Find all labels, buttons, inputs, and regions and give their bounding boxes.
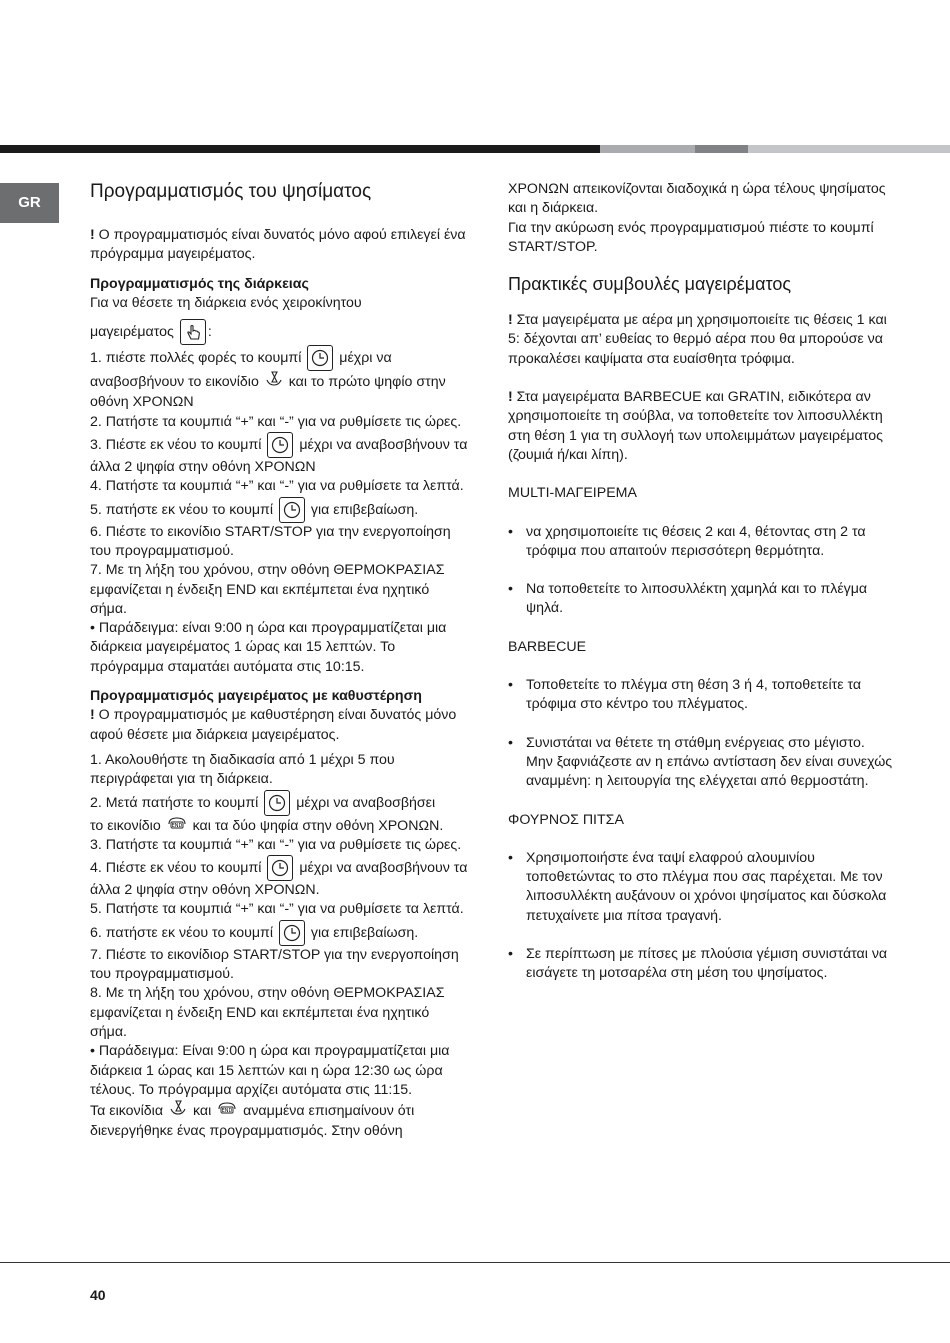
hourglass-icon (169, 1100, 187, 1122)
end-icon (167, 816, 187, 836)
duration-step1-cont: αναβοσβήνουν το εικονίδιο και το πρώτο ψηφίο στην οθόνη ΧΡΟΝΩΝ (90, 371, 470, 413)
tips-title: Πρακτικές συμβουλές μαγειρέματος (508, 274, 792, 295)
footer-rule (0, 1262, 950, 1263)
list-item: • Χρησιμοποιήστε ένα ταψί ελαφρού αλουμινίου τοποθετώντας το στο πλέγμα που σας παρέχεται. Με τον λιποσυλλέκτη αυξάνουν οι χρόνοι ψησίματος και δύσκολα πετυχαίνετε μια πίτσα τραγανή. (508, 849, 893, 926)
clock-button-icon (264, 790, 290, 816)
hourglass-icon (265, 371, 283, 393)
duration-lead2: μαγειρέματος : (90, 319, 470, 345)
duration-step7: 7. Με τη λήξη του χρόνου, στην οθόνη ΘΕΡΜΟΚΡΑΣΙΑΣ εμφανίζεται η ένδειξη END και εκπέμπεται ένα ηχητικό σήμα. (90, 562, 445, 617)
delay-step3: 3. Πατήστε τα κουμπιά “+” και “-” για να ρυθμίσετε τις ώρες. (90, 836, 462, 853)
clock-button-icon (279, 920, 305, 946)
duration-lead: Για να θέσετε τη διάρκεια ενός χειροκίνητου (90, 294, 362, 311)
header-bar-light (748, 145, 950, 153)
clock-button-icon (267, 432, 293, 458)
duration-step1: 1. πιέστε πολλές φορές το κουμπί μέχρι να (90, 345, 470, 371)
tip-2: ! Στα μαγειρέματα BARBECUE και GRATIN, ειδικότερα αν χρησιμοποιείτε τη σούβλα, να τοποθετείτε τον λιποσυλλέκτη στη θέση 1 για τη συλλογή των υπολειμμάτων μαγειρέματος (ζουμιά ή/και λίπη). (508, 389, 883, 463)
list-item: • να χρησιμοποιείτε τις θέσεις 2 και 4, θέτοντας στη 2 τα τρόφιμα που απαιτούν περισσότερη θερμότητα. (508, 523, 893, 562)
delay-step1: 1. Ακολουθήστε τη διαδικασία από 1 μέχρι 5 που περιγράφεται για τη διάρκεια. (90, 751, 395, 788)
language-tab: GR (0, 183, 59, 223)
delay-step2-cont: το εικονίδιο END και τα δύο ψηφία στην οθόνη ΧΡΟΝΩΝ. (90, 816, 470, 836)
delay-step2: 2. Μετά πατήστε το κουμπί μέχρι να αναβοσβήσει (90, 790, 470, 816)
duration-example: • Παράδειγμα: είναι 9:00 η ώρα και προγραμματίζεται μια διάρκεια μαγειρέματος 1 ώρας και 15 λεπτών. Το πρόγραμμα σταματάει αυτόματα στις 10:15. (90, 620, 447, 675)
delay-heading: Προγραμματισμός μαγειρέματος με καθυστέρηση (90, 688, 422, 705)
delay-step6: 6. πατήστε εκ νέου το κουμπί για επιβεβαίωση. (90, 920, 470, 946)
tip-1: ! Στα μαγειρέματα με αέρα μη χρησιμοποιείτε τις θέσεις 1 και 5: δέχονται απ’ ευθείας το θερμό αέρα που θα μπορούσε να προκαλέσει καψίματα στα ευαίσθητα τρόφιμα. (508, 312, 887, 367)
section-title: Προγραμματισμός του ψησίματος (90, 181, 372, 202)
duration-step4: 4. Πατήστε τα κουμπιά “+” και “-” για να ρυθμίσετε τα λεπτά. (90, 478, 464, 495)
list-item: • Τοποθετείτε το πλέγμα στη θέση 3 ή 4, τοποθετείτε τα τρόφιμα στο κέντρο του πλέγματος. (508, 676, 893, 715)
delay-step4: 4. Πιέστε εκ νέου το κουμπί μέχρι να αναβοσβήνουν τα άλλα 2 ψηφία στην οθόνη ΧΡΟΝΩΝ. (90, 855, 470, 900)
pizza-heading: ΦΟΥΡΝΟΣ ΠΙΤΣΑ (508, 811, 624, 828)
list-item: • Σε περίπτωση με πίτσες με πλούσια γέμιση συνιστάται να εισάγετε τη μοτσαρέλα στη μέση του ψησίματος. (508, 945, 893, 984)
bbq-list (508, 676, 893, 791)
page-number: 40 (90, 1287, 106, 1303)
list-item: • Συνιστάται να θέτετε τη στάθμη ενέργειας στο μέγιστο. Μην ξαφνιάζεστε αν η επάνω αντίσταση δεν είναι συνεχώς αναμμένη: η λειτουργία της ελέγχεται από θερμοστάτη. (508, 734, 893, 792)
svg-text:END: END (221, 1108, 233, 1115)
duration-step2: 2. Πατήστε τα κουμπιά “+” και “-” για να ρυθμίσετε τις ώρες. (90, 413, 462, 430)
header-bar-dark (0, 145, 600, 153)
clock-button-icon (267, 855, 293, 881)
delay-step7: 7. Πιέστε το εικονίδιορ START/STOP για την ενεργοποίηση του προγραμματισμού. (90, 946, 459, 983)
left-column (90, 180, 470, 1142)
delay-step5: 5. Πατήστε τα κουμπιά “+” και “-” για να ρυθμίσετε τα λεπτά. (90, 901, 464, 918)
list-item: • Να τοποθετείτε το λιποσυλλέκτη χαμηλά και το πλέγμα ψηλά. (508, 580, 893, 619)
right-column (508, 180, 893, 1003)
duration-step5: 5. πατήστε εκ νέου το κουμπί για επιβεβαίωση. (90, 497, 470, 523)
clock-button-icon (279, 497, 305, 523)
end-icon (217, 1101, 237, 1121)
svg-text:END: END (171, 822, 183, 829)
delay-example: • Παράδειγμα: Είναι 9:00 η ώρα και προγραμματίζεται μια διάρκεια 1 ώρας και 15 λεπτών και η ώρα 12:30 ως ώρα τέλους. Το πρόγραμμα αρχίζει αυτόματα στις 11:15. (90, 1043, 450, 1098)
header-bar-mid (695, 145, 748, 153)
duration-heading: Προγραμματισμός της διάρκειας (90, 275, 309, 292)
header-bar-grey (600, 145, 695, 153)
header-color-bar (0, 145, 950, 153)
duration-step6: 6. Πιέστε το εικονίδιο START/STOP για την ενεργοποίηση του προγραμματισμού. (90, 523, 451, 559)
cancel-text: Για την ακύρωση ενός προγραμματισμού πιέστε το κουμπί START/STOP. (508, 219, 874, 255)
delay-icons-note: Τα εικονίδια και END αναμμένα επισημαίνουν ότι διενεργήθηκε ένας προγραμματισμός. Στην οθόνη (90, 1100, 470, 1142)
bbq-heading: BARBECUE (508, 638, 587, 655)
continuation-text: ΧΡΟΝΩΝ απεικονίζονται διαδοχικά η ώρα τέλους ψησίματος και η διάρκεια. (508, 181, 886, 217)
intro-note: ! Ο προγραμματισμός είναι δυνατός μόνο αφού επιλεγεί ένα πρόγραμμα μαγειρέματος. (90, 227, 466, 263)
pizza-list (508, 849, 893, 984)
clock-button-icon (307, 345, 333, 371)
multi-list (508, 523, 893, 619)
hand-icon (180, 319, 206, 345)
delay-step8: 8. Με τη λήξη του χρόνου, στην οθόνη ΘΕΡΜΟΚΡΑΣΙΑΣ εμφανίζεται η ένδειξη END και εκπέμπεται ένα ηχητικό σήμα. (90, 985, 445, 1040)
delay-note: ! Ο προγραμματισμός με καθυστέρηση είναι δυνατός μόνο αφού θέσετε μια διάρκεια μαγειρέματος. (90, 707, 457, 743)
multi-heading: MULTI-ΜΑΓΕΙΡΕΜΑ (508, 485, 637, 502)
duration-step3: 3. Πιέστε εκ νέου το κουμπί μέχρι να αναβοσβήνουν τα άλλα 2 ψηφία στην οθόνη ΧΡΟΝΩΝ (90, 432, 470, 477)
